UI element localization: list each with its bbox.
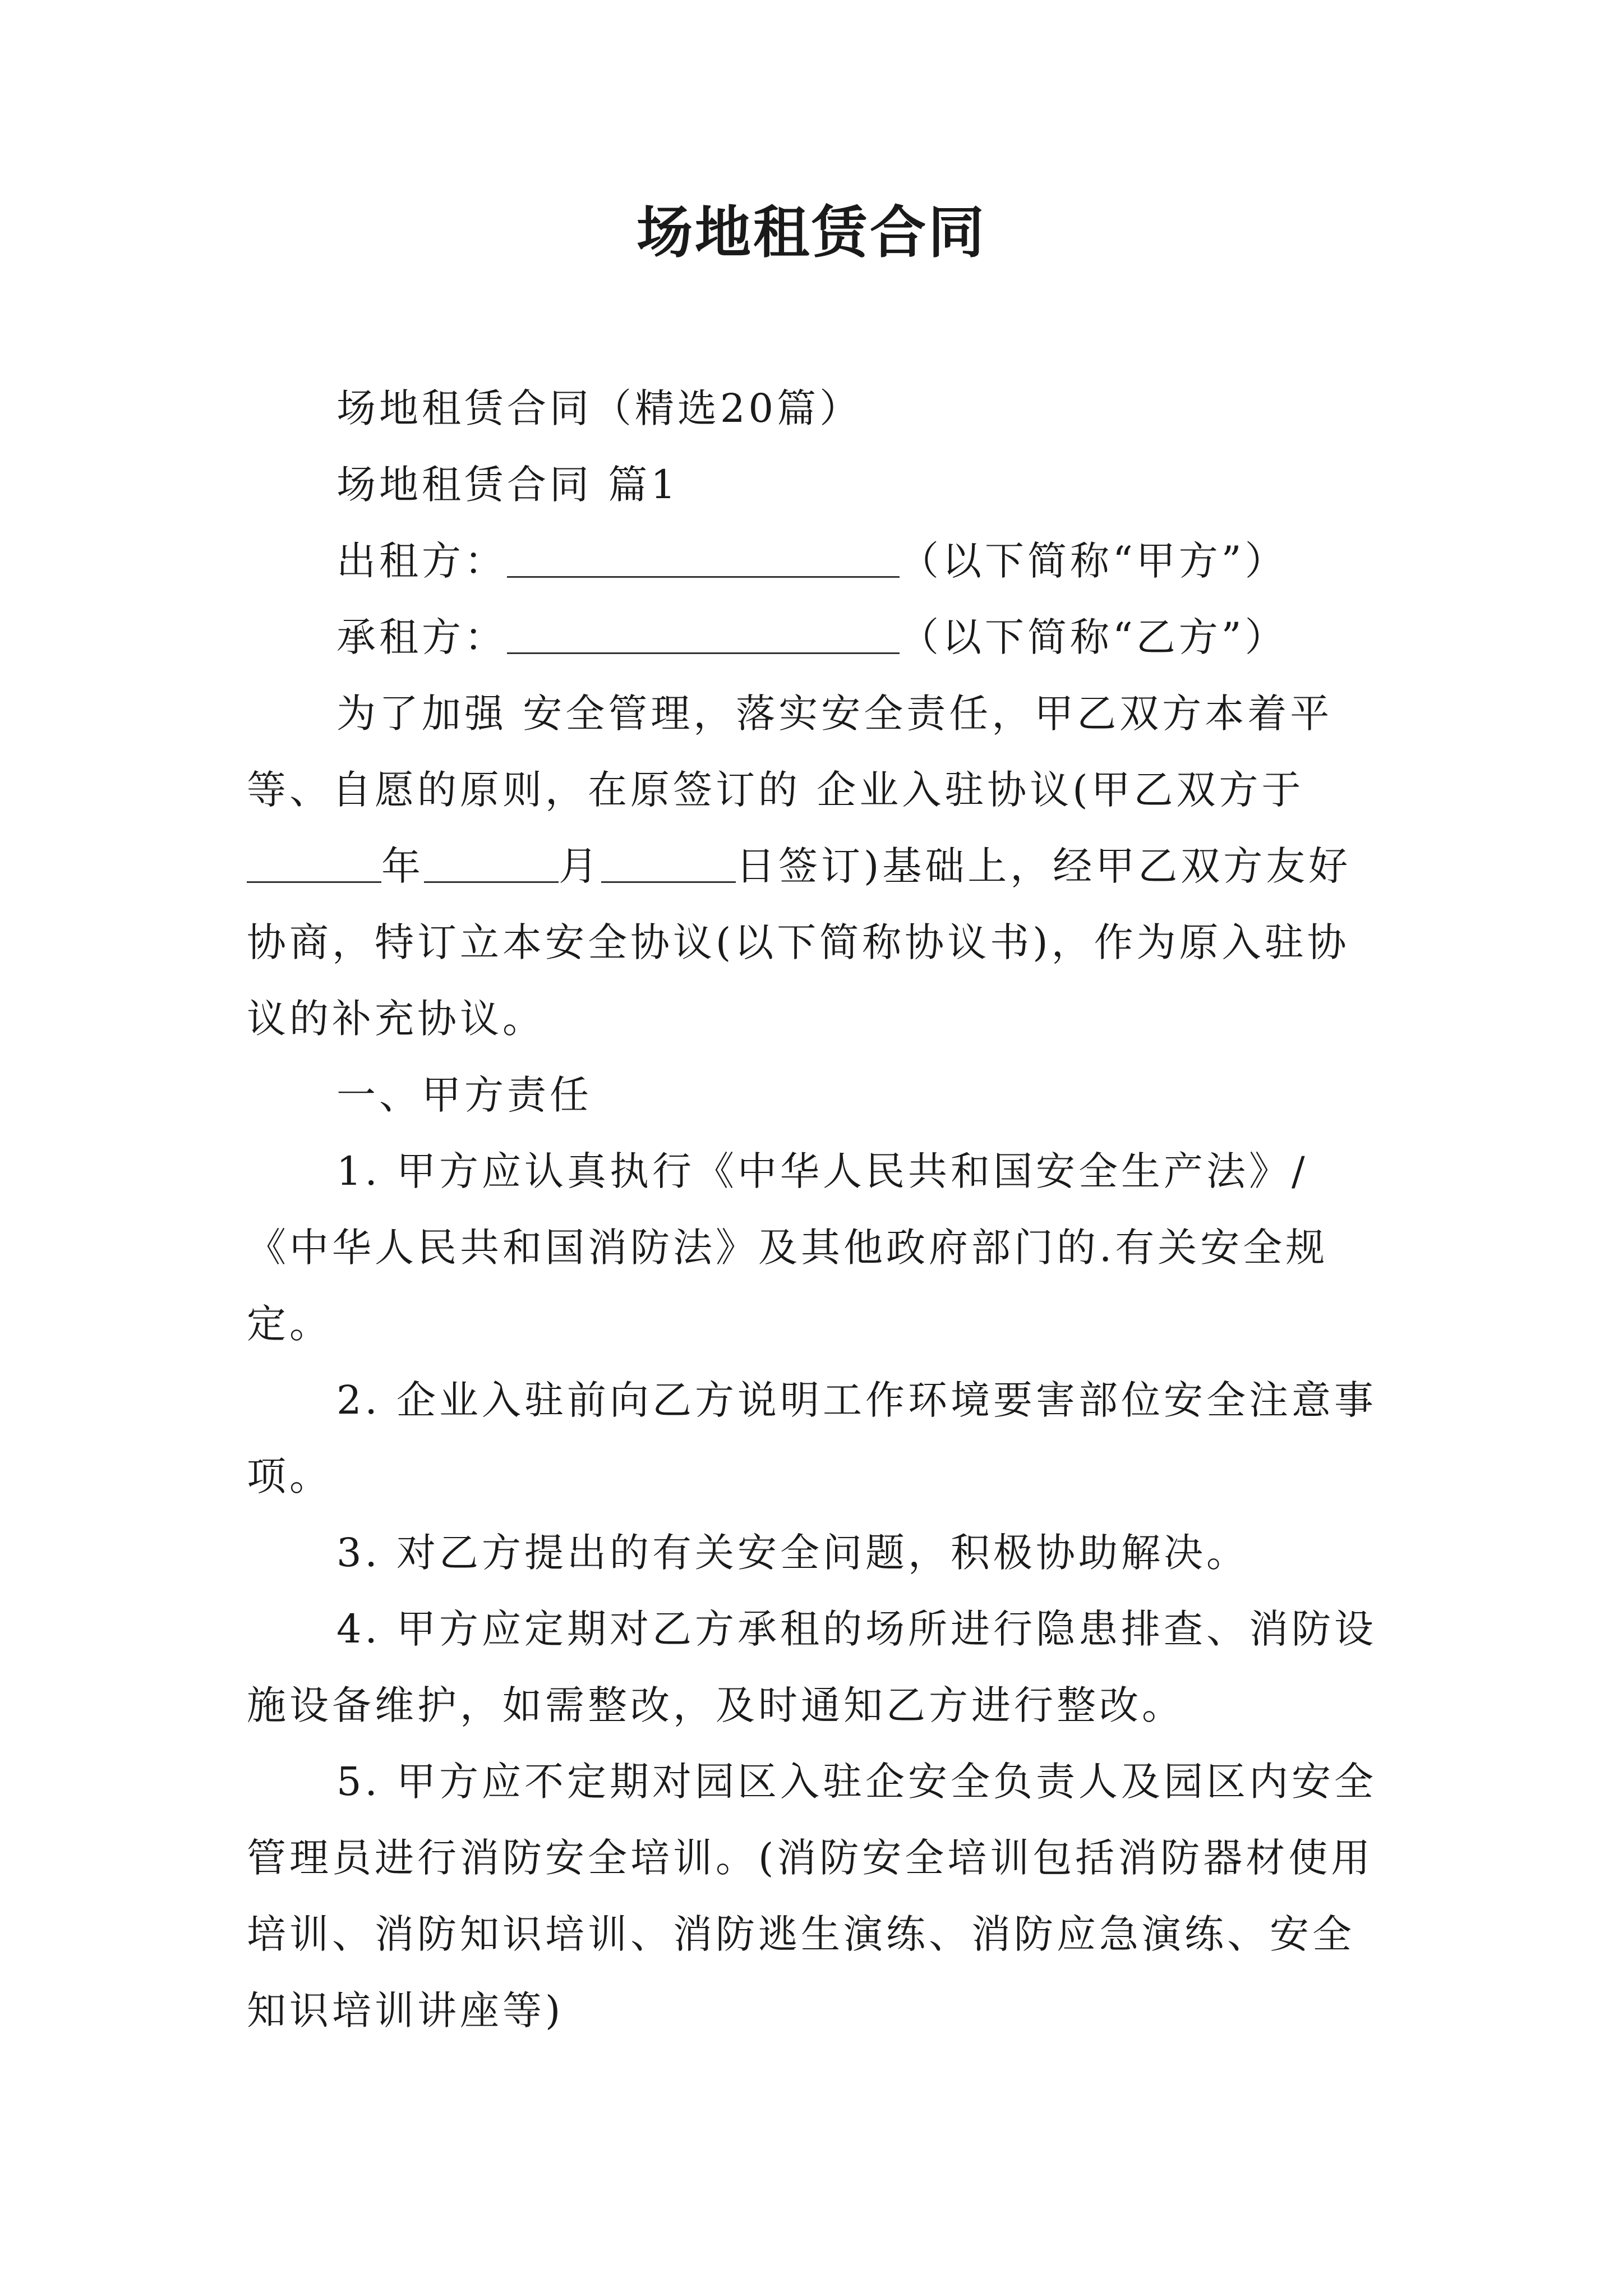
lessee-suffix: （以下简称“乙方”） [900,614,1288,660]
intro-month: 月 [559,843,601,889]
intro-text-2: 日签订)基础上，经甲乙双方友好协商，特订立本安全协议(以下简称协议书)，作为原入驻协议的补充协议。 [247,843,1352,1042]
intro-year: 年 [381,843,424,889]
lessee-blank [507,613,900,654]
lessor-suffix: （以下简称“甲方”） [900,538,1288,584]
document-title: 场地租赁合同 [637,200,986,265]
subtitle: 场地租赁合同（精选20篇） [336,385,863,431]
intro-text-1: 为了加强 安全管理，落实安全责任，甲乙双方本着平等、自愿的原则，在原签订的 企业入驻协议(甲乙双方于 [247,691,1333,813]
document-body [247,370,1391,2049]
month-blank [424,842,559,883]
list-item: 4. 甲方应定期对乙方承租的场所进行隐患排查、消防设施设备维护，如需整改，及时通知乙方进行整改。 [247,1606,1377,1728]
section-heading: 场地租赁合同 篇1 [336,462,679,508]
lessor-label: 出租方： [336,538,507,584]
lessee-line [247,599,1391,675]
intro-paragraph [247,675,1391,1057]
list-item: 3. 对乙方提出的有关安全问题，积极协助解决。 [336,1530,1249,1576]
lessor-blank [507,537,900,578]
list-item: 2. 企业入驻前向乙方说明工作环境要害部位安全注意事项。 [247,1377,1377,1499]
lessee-label: 承租方： [336,614,507,660]
list-item: 1. 甲方应认真执行《中华人民共和国安全生产法》/《中华人民共和国消防法》及其他政府部门的.有关安全规定。 [247,1148,1329,1347]
heading-party-a-duties: 一、甲方责任 [336,1072,592,1118]
year-blank [247,842,381,883]
day-blank [601,842,736,883]
lessor-line [247,523,1391,599]
list-item: 5. 甲方应不定期对园区入驻企安全负责人及园区内安全管理员进行消防安全培训。(消防安全培训包括消防器材使用培训、消防知识培训、消防逃生演练、消防应急演练、安全知识培训讲座等) [247,1759,1377,2033]
